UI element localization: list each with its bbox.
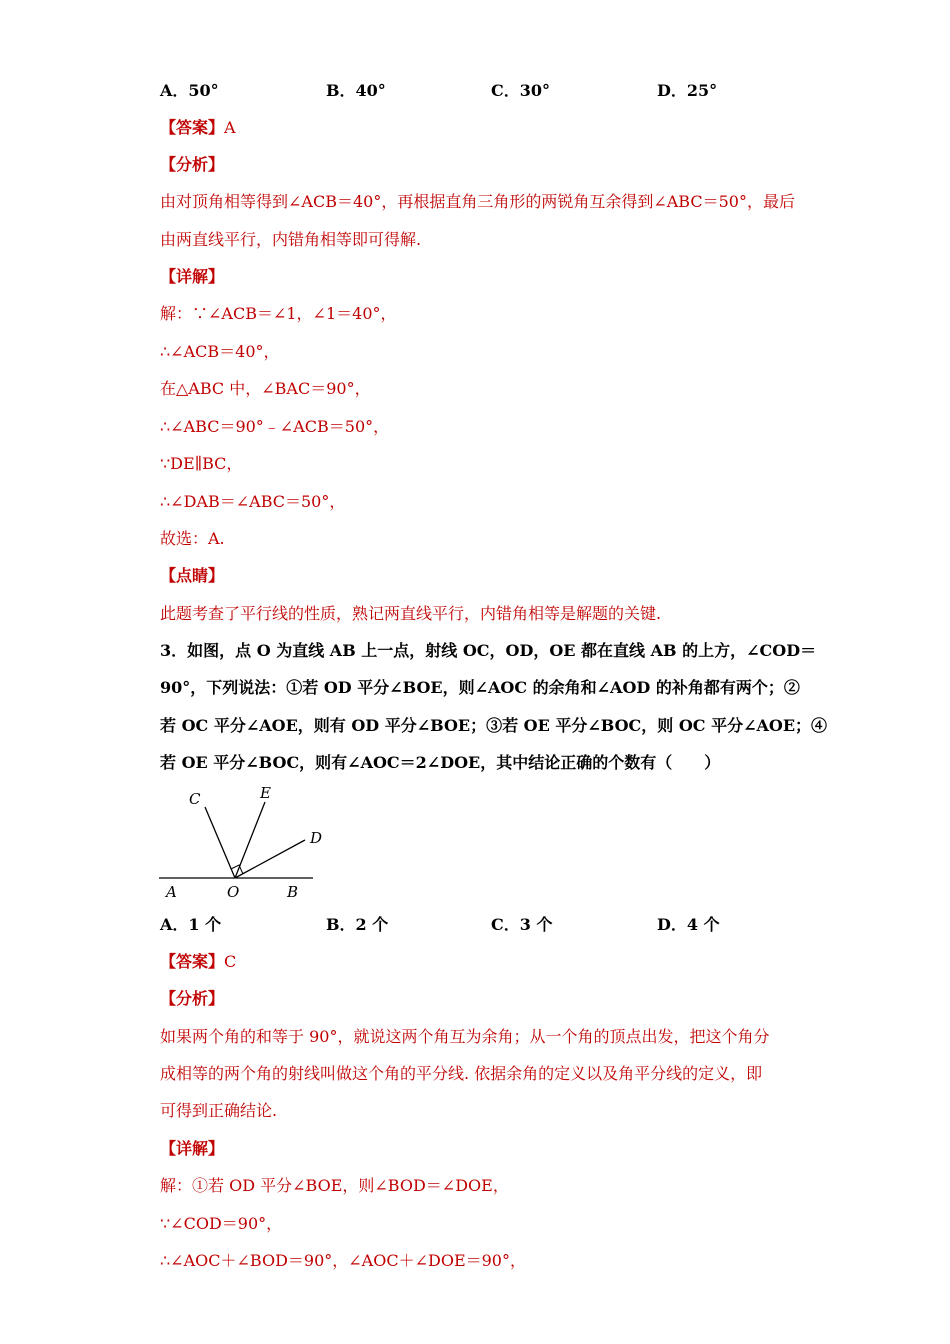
q2-detail-line: ∴∠DAB＝∠ABC＝50°， (160, 492, 346, 511)
q2-comment-tag: 【点睛】 (160, 566, 225, 585)
ray-od (235, 840, 305, 878)
q3-answer (160, 951, 236, 973)
q2-detail-line: ∴∠ABC＝90°﹣∠ACB＝50°， (160, 417, 390, 436)
q2-option-b: B．40° (326, 81, 386, 100)
q3-answer-value: C (224, 952, 237, 971)
q3-detail-line: 解：①若 OD 平分∠BOE，则∠BOD＝∠DOE， (160, 1176, 509, 1195)
q3-detail-line: ∵∠COD＝90°， (160, 1214, 283, 1233)
angle-figure (156, 780, 326, 905)
q3-detail-line: ∴∠AOC＋∠BOD＝90°，∠AOC＋∠DOE＝90°， (160, 1251, 526, 1270)
label-b: B (287, 883, 299, 901)
ray-oc (205, 807, 235, 878)
q3-option-b: B．2 个 (326, 915, 389, 934)
q3-stem-line: 若 OC 平分∠AOE，则有 OD 平分∠BOE；③若 OE 平分∠BOC，则 OC 平分∠AOE；④ (160, 716, 828, 735)
q2-option-c: C．30° (491, 81, 551, 100)
label-d: D (310, 829, 323, 847)
q3-stem-line: 3．如图，点 O 为直线 AB 上一点，射线 OC，OD，OE 都在直线 AB 的上方，∠COD＝ (160, 641, 817, 660)
q2-analysis-line: 由两直线平行，内错角相等即可得解. (160, 230, 422, 249)
q2-detail-line: ∴∠ACB＝40°， (160, 342, 280, 361)
q2-answer-value: A (224, 118, 236, 137)
q3-analysis-tag: 【分析】 (160, 989, 225, 1008)
q3-analysis-line: 可得到正确结论. (160, 1101, 278, 1120)
q2-detail-line: ∵DE∥BC， (160, 454, 243, 473)
q2-analysis-tag: 【分析】 (160, 155, 225, 174)
q2-detail-line: 在△ABC 中，∠BAC＝90°， (160, 379, 371, 398)
label-o: O (227, 883, 240, 901)
q3-option-a: A．1 个 (160, 915, 222, 934)
q2-option-a: A．50° (160, 81, 219, 100)
q2-detail-tag: 【详解】 (160, 267, 225, 286)
q2-option-d: D．25° (657, 81, 718, 100)
label-c: C (189, 790, 201, 808)
q3-detail-tag: 【详解】 (160, 1139, 225, 1158)
q3-answer-tag: 【答案】 (160, 952, 225, 971)
q3-analysis-line: 成相等的两个角的射线叫做这个角的平分线. 依据余角的定义以及角平分线的定义，即 (160, 1064, 763, 1083)
q3-option-d: D．4 个 (657, 915, 720, 934)
q2-detail-line: 解：∵∠ACB＝∠1，∠1＝40°， (160, 304, 397, 323)
q2-comment-line: 此题考查了平行线的性质，熟记两直线平行，内错角相等是解题的关键. (160, 604, 662, 623)
q2-detail-line: 故选：A. (160, 529, 225, 548)
label-a: A (166, 883, 177, 901)
q3-stem-line: 若 OE 平分∠BOC，则有∠AOC＝2∠DOE，其中结论正确的个数有（ ） (160, 753, 721, 772)
q2-answer-tag: 【答案】 (160, 118, 225, 137)
q3-analysis-line: 如果两个角的和等于 90°，就说这两个角互为余角；从一个角的顶点出发，把这个角分 (160, 1027, 770, 1046)
q3-option-c: C．3 个 (491, 915, 553, 934)
q2-analysis-line: 由对顶角相等得到∠ACB＝40°，再根据直角三角形的两锐角互余得到∠ABC＝50°，最后 (160, 192, 795, 211)
label-e: E (260, 784, 271, 802)
q3-stem-line: 90°，下列说法：①若 OD 平分∠BOE，则∠AOC 的余角和∠AOD 的补角都有两个；② (160, 678, 800, 697)
q2-answer (160, 117, 236, 139)
